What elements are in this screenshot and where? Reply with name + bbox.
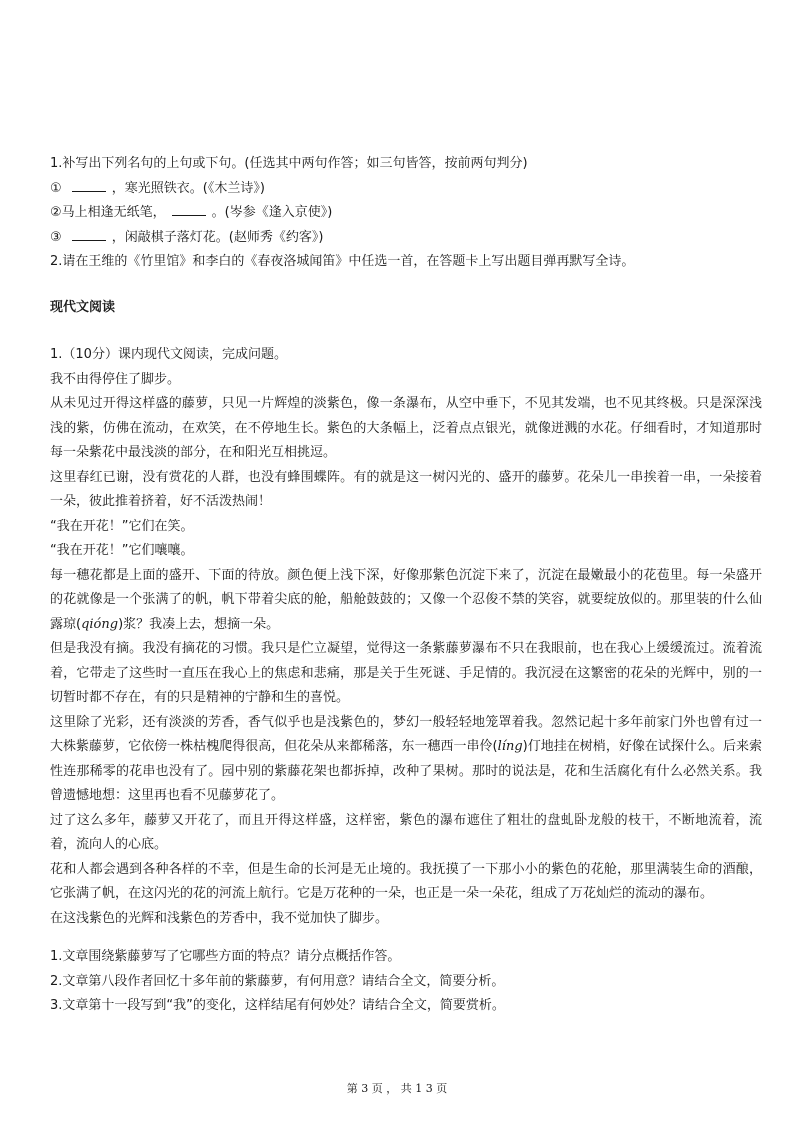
reading-paragraph-2: 从未见过开得这样盛的藤萝，只见一片辉煌的淡紫色，像一条瀑布，从空中垂下，不见其发端，也不见其终极。只是深深浅浅的紫，仿佛在流动，在欢笑，在不停地生长。紫色的大条幅上，泛着点点银光，就像迸溅的水花。仔细看时，才知道那时每一朵紫花中最浅淡的部分，在和阳光互相挑逗。 [50, 396, 762, 460]
reading-paragraph-6 [50, 564, 762, 638]
pinyin-annotation: líng [497, 739, 523, 754]
reading-paragraph-3: 这里春红已谢，没有赏花的人群，也没有蜂围蝶阵。有的就是这一树闪光的、盛开的藤萝。花朵儿一串挨着一串，一朵接着一朵，彼此推着挤着，好不活泼热闹！ [50, 469, 762, 509]
fill-item-text: 马上相逢无纸笔， [61, 205, 166, 220]
section-title: 现代文阅读 [50, 299, 116, 315]
paragraph-text: )浆？我凑上去，想摘一朵。 [118, 616, 280, 632]
fill-question-title: 1.补写出下列名句的上句或下句。(任选其中两句作答；如三句皆答，按前两句判分) [50, 156, 528, 171]
paragraph-text: )仃地挂在树梢，好像在试探什么。后来索性连那稀零的花串也没有了。园中别的紫藤花架也都拆掉，改种了果树。那时的说法是，花和生活腐化有什么必然关系。我曾遗憾地想：这里再也看不见藤萝花了。 [50, 739, 762, 803]
page-content [50, 152, 762, 1019]
reading-question-1: 1.文章围绕紫藤萝写了它哪些方面的特点？请分点概括作答。 [50, 949, 401, 964]
reading-question-2: 2.文章第八段作者回忆十多年前的紫藤萝，有何用意？请结合全文，简要分析。 [50, 973, 505, 989]
reading-paragraph-7: 但是我没有摘。我没有摘花的习惯。我只是伫立凝望，觉得这一条紫藤萝瀑布不只在我眼前，也在我心上缓缓流过。流着流着，它带走了这些时一直压在我心上的焦虑和悲痛，那是关于生死谜、手足情的。我沉浸在这繁密的花朵的光辉中，别的一切暂时都不存在，有的只是精神的宁静和生的喜悦。 [50, 641, 762, 705]
reading-paragraph-1: 我不由得停住了脚步。 [50, 371, 181, 387]
reading-paragraph-11: 在这浅紫色的光辉和浅紫色的芳香中，我不觉加快了脚步。 [50, 910, 389, 926]
fill-item-number: ③ [50, 229, 62, 245]
fill-item-3 [50, 226, 762, 251]
paragraph-text: 这里除了光彩，还有淡淡的芳香，香气似乎也是浅紫色的，梦幻一般轻轻地笼罩着我。忽然记起十多年前家门外也曾有过一大株紫藤萝，它依傍一株枯槐爬得很高，但花朵从来都稀落，东一穗西一串伶( [50, 714, 762, 754]
page-footer: 第 3 页 ， 共 1 3 页 [346, 1082, 448, 1095]
reading-paragraph-5: “我在开花！”它们嚷嚷。 [50, 543, 194, 558]
reading-question-3: 3.文章第十一段写到“我”的变化，这样结尾有何妙处？请结合全文，简要赏析。 [50, 998, 505, 1013]
fill-item-text: 。(岑参《逢入京使》) [211, 205, 333, 220]
reading-intro: 1.（10分）课内现代文阅读，完成问题。 [50, 347, 287, 362]
fill-item-text: ，寒光照铁衣。(《木兰诗》) [111, 180, 265, 196]
fill-item-text: ，闲敲棋子落灯花。(赵师秀《约客》) [111, 229, 324, 245]
answer-blank[interactable] [172, 203, 206, 216]
reading-paragraph-9: 过了这么多年，藤萝又开花了，而且开得这样盛，这样密，紫色的瀑布遮住了粗壮的盘虬卧龙般的枝干，不断地流着，流着，流向人的心底。 [50, 812, 762, 852]
reading-paragraph-4: “我在开花！”它们在笑。 [50, 518, 194, 534]
fill-item-number: ② [50, 205, 62, 220]
answer-blank[interactable] [72, 179, 106, 192]
answer-blank[interactable] [72, 228, 106, 241]
fill-item-2 [50, 201, 762, 226]
recite-question: 2.请在王维的《竹里馆》和李白的《春夜洛城闻笛》中任选一首，在答题卡上写出题目弹再默写全诗。 [50, 254, 635, 269]
reading-paragraph-10: 花和人都会遇到各种各样的不幸，但是生命的长河是无止境的。我抚摸了一下那小小的紫色的花舱，那里满装生命的酒酿，它张满了帆，在这闪光的花的河流上航行。它是万花种的一朵，也正是一朵一朵花，组成了万花灿烂的流动的瀑布。 [50, 861, 762, 901]
pinyin-annotation: qióng [81, 616, 119, 632]
fill-item-1 [50, 177, 762, 202]
paragraph-text: 每一穗花都是上面的盛开、下面的待放。颜色便上浅下深，好像那紫色沉淀下来了，沉淀在最嫩最小的花苞里。每一朵盛开的花就像是一个张满了的帆，帆下带着尖底的舱，船舱鼓鼓的；又像一个忍俊不禁的笑容，就要绽放似的。那里装的什么仙露琼( [50, 567, 762, 632]
spacer [50, 931, 762, 945]
fill-item-number: ① [50, 180, 62, 196]
reading-paragraph-8 [50, 711, 762, 809]
